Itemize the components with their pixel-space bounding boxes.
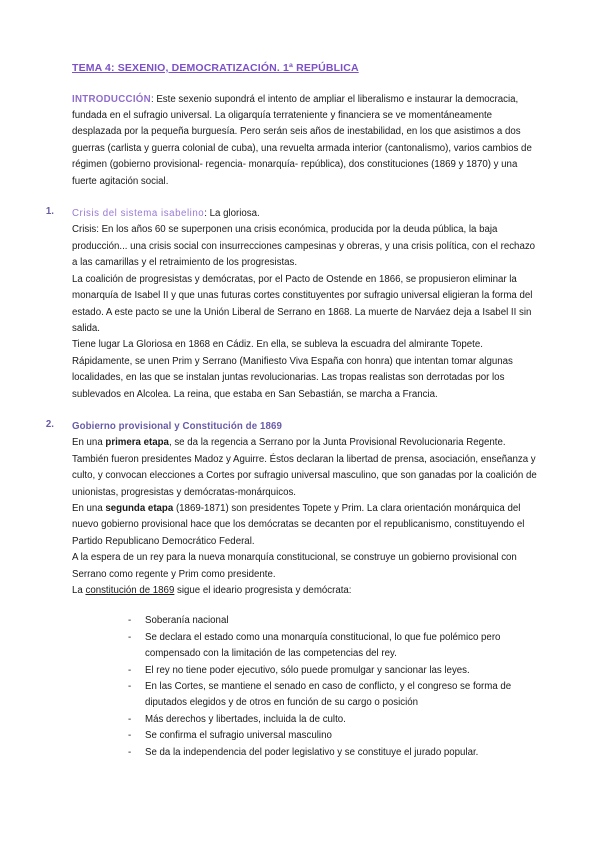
section-2-paragraph-4-post: sigue el ideario progresista y demócrata:	[174, 585, 352, 597]
section-1-paragraph-3: Tiene lugar La Gloriosa en 1868 en Cádiz. En ella, se subleva la escuadra del almirante Topete. Rápidamente, se unen Prim y Serrano (Manifiesto Viva España con honra) que intentan tomar algunas localidades, en las que se instalan juntas revolucionarias. Las tropas realistas son derrotadas por los sublevados en Alcolea. La reina, que estaba en San Sebastián, se marcha a Francia.	[72, 339, 513, 400]
introduction-text: Este sexenio supondrá el intento de ampliar el liberalismo e instaurar la democracia, fundada en el sufragio universal. La oligarquía terrateniente y financiera se ve momentáneamente desplazada por la pequeña burguesía. Pero serán seis años de inestabilidad, en los que asistimos a dos guerras (carlista y guerra colonial de cuba), una revuelta armada interior (cantonalismo), varios cambios de régimen (gobierno provisional- regencia- monarquía- república), dos constituciones (1869 y 1870) y una fuerte agitación social.	[72, 93, 532, 187]
list-bullet-dash: -	[128, 664, 132, 676]
section-2-paragraph-1	[72, 435, 538, 501]
section-1-number: 1.	[45, 206, 54, 218]
section-2-paragraph-2-bold: segunda etapa	[105, 502, 174, 514]
list-item	[128, 663, 538, 679]
list-item	[128, 613, 538, 629]
constitution-principles-list	[72, 613, 538, 761]
list-item-text: En las Cortes, se mantiene el senado en caso de conflicto, y el congreso se forma de diputados elegidos y de otros en función de su cargo o posición	[145, 681, 512, 709]
section-1-heading-rest: : La gloriosa.	[204, 208, 260, 220]
list-item	[128, 728, 538, 744]
list-item	[128, 745, 538, 761]
section-1-heading	[72, 206, 538, 222]
list-item-text: Más derechos y libertades, incluida la de culto.	[145, 713, 346, 725]
introduction-paragraph	[72, 92, 538, 190]
list-item	[128, 712, 538, 728]
section-1-paragraph-1: Crisis: En los años 60 se superponen una crisis económica, producida por la deuda pública, la baja producción... una crisis social con insurrecciones campesinas y obreras, y una crisis política, con el rechazo a las camarillas y el retraimiento de los progresistas.	[72, 224, 536, 269]
list-bullet-dash: -	[128, 681, 132, 693]
section-2-heading	[72, 419, 538, 435]
list-bullet-dash: -	[128, 746, 132, 758]
introduction-label: INTRODUCCIÓN	[72, 93, 151, 105]
introduction-separator: :	[150, 93, 157, 105]
section-1-paragraph-2: La coalición de progresistas y demócratas, por el Pacto de Ostende en 1866, se propusieron eliminar la monarquía de Isabel II y que unas futuras cortes constituyentes por sufragio universal eligieran la forma del estado. A este pacto se une la Unión Liberal de Serrano en 1868. La muerte de Narváez deja a Isabel II sin salida.	[72, 273, 533, 334]
section-2-paragraph-3: A la espera de un rey para la nueva monarquía constitucional, se construye un gobierno provisional con Serrano como regente y Prim como presidente.	[72, 552, 517, 580]
list-item	[128, 630, 538, 663]
list-bullet-dash: -	[128, 713, 132, 725]
list-item	[128, 679, 538, 712]
section-2-heading-title: Gobierno provisional y Constitución de 1869	[72, 420, 282, 432]
section-2	[45, 418, 538, 761]
constitution-1869-reference: constitución de 1869	[85, 585, 175, 597]
section-1-heading-title: Crisis del sistema isabelino	[72, 208, 205, 220]
page-title: TEMA 4: SEXENIO, DEMOCRATIZACIÓN. 1ª REPÚBLICA	[72, 62, 359, 74]
list-bullet-dash: -	[128, 631, 132, 643]
list-bullet-dash: -	[128, 730, 132, 742]
section-2-paragraph-4-pre: La	[72, 585, 86, 597]
section-2-paragraph-2-post: (1869-1871) son presidentes Topete y Prim. La clara orientación monárquica del nuevo gobierno provisional hace que los demócratas se decanten por el republicanismo, constituyendo el Partido Republicano Democrático Federal.	[72, 502, 525, 547]
list-item-text: El rey no tiene poder ejecutivo, sólo puede promulgar y sancionar las leyes.	[145, 664, 470, 676]
section-2-paragraph-1-bold: primera etapa	[105, 437, 169, 449]
list-item-text: Se declara el estado como una monarquía constitucional, lo que fue polémico pero compensado con la limitación de las competencias del rey.	[145, 631, 501, 660]
section-2-paragraph-1-pre: En una	[72, 437, 106, 449]
section-2-paragraph-2-pre: En una	[72, 502, 106, 514]
list-item-text: Se confirma el sufragio universal masculino	[145, 730, 332, 742]
section-2-paragraph-2	[72, 501, 538, 550]
section-1	[45, 206, 538, 403]
section-2-paragraph-4	[72, 583, 538, 599]
list-item-text: Se da la independencia del poder legislativo y se constituye el jurado popular.	[145, 746, 479, 758]
section-2-paragraph-1-post: , se da la regencia a Serrano por la Junta Provisional Revolucionaria Regente. También fueron presidentes Madoz y Aguirre. Éstos declaran la libertad de prensa, asociación, enseñanza y culto, y convocan elecciones a Cortes por sufragio universal masculino, que son ganadas por la coalición de unionistas, progresistas y demócratas-monárquicos.	[72, 437, 537, 498]
list-item-text: Soberanía nacional	[145, 615, 229, 627]
section-2-number: 2.	[45, 418, 54, 430]
list-bullet-dash: -	[128, 615, 132, 627]
